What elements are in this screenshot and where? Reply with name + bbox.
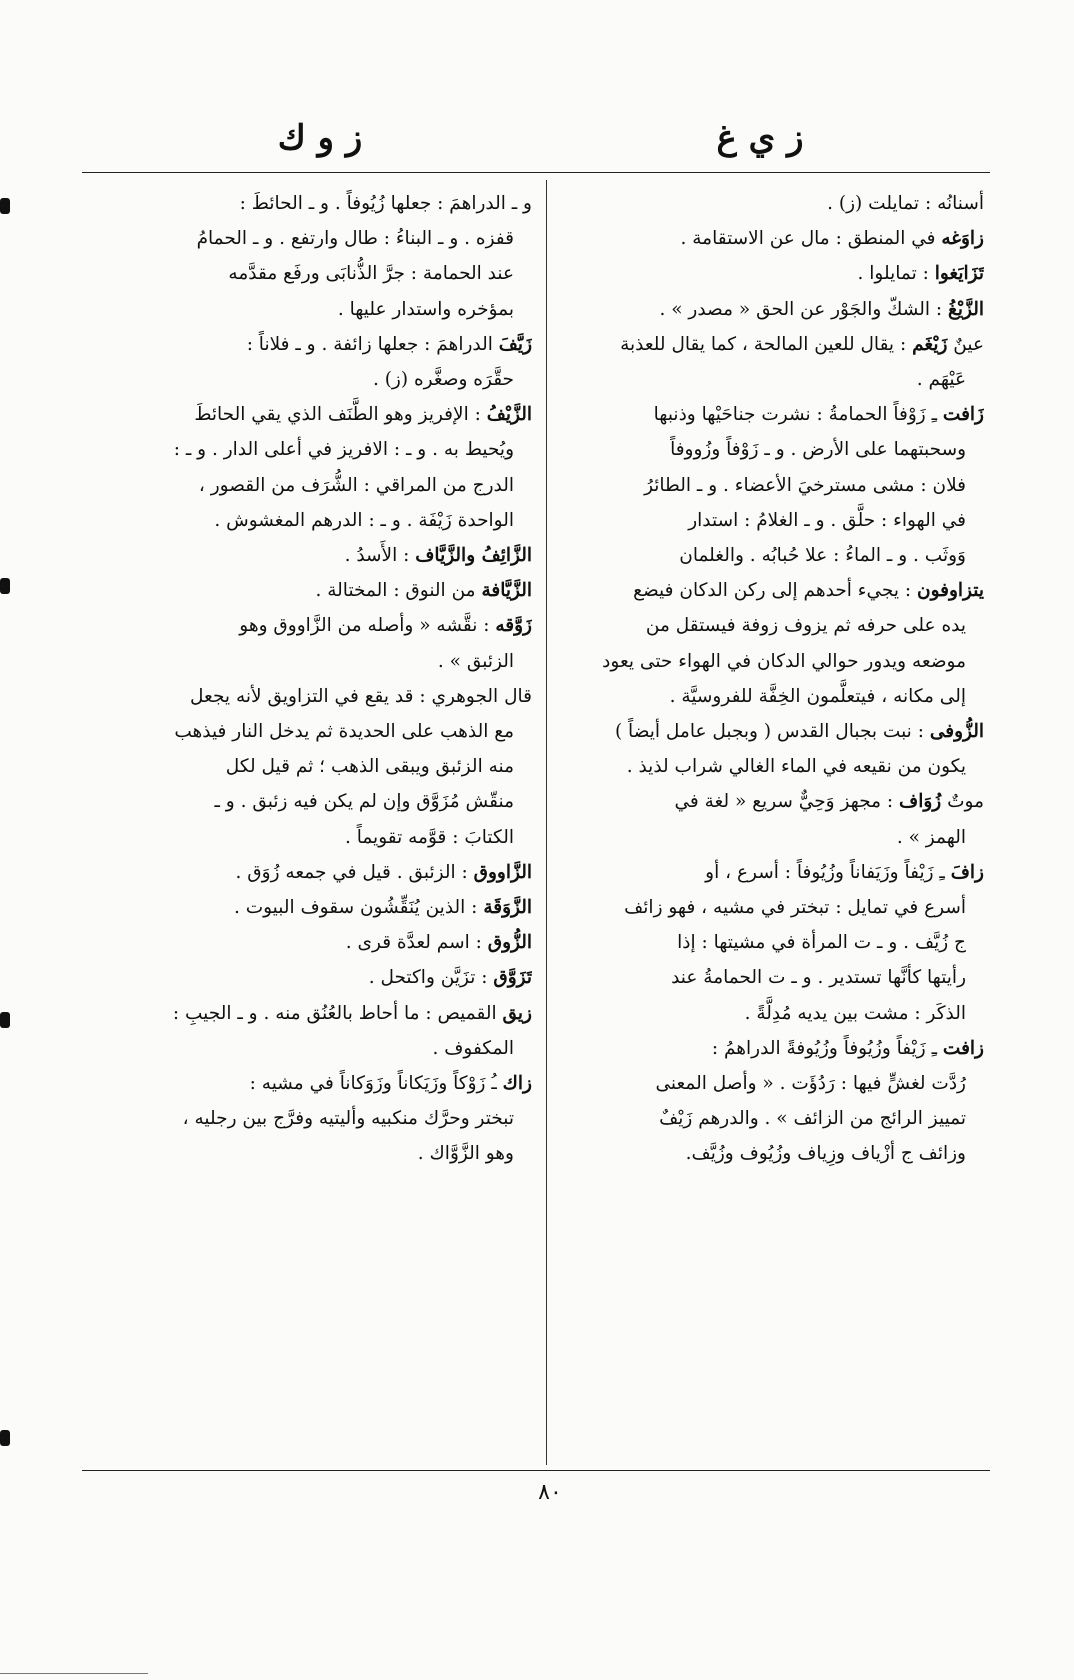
entry-line xyxy=(92,679,532,714)
entry-line xyxy=(552,1136,984,1171)
entry-line xyxy=(92,644,532,679)
entry-line xyxy=(92,468,532,503)
headword: الزُّوفى xyxy=(929,721,984,743)
dictionary-entry xyxy=(92,608,532,678)
entry-text: : الزئبق . قيل في جمعه زُوَق . xyxy=(235,861,474,883)
headword: زاك xyxy=(502,1073,532,1095)
entry-text: ـِ زَوْفاً الحمامةُ : نشرت جناحَيْها وذنبها xyxy=(653,404,943,426)
entry-text: موضعه ويدور حوالي الدكان في الهواء حتى يعود xyxy=(602,650,966,672)
entry-text: الدراهمَ : جعلها زائفة . و ـ فلاناً : xyxy=(246,333,499,355)
entry-line xyxy=(552,503,984,538)
dictionary-entry xyxy=(92,538,532,573)
entry-text: : الأَسدُ . xyxy=(344,545,416,567)
entry-line xyxy=(92,503,532,538)
entry-text: مع الذهب على الحديدة ثم يدخل النار فيذهب xyxy=(174,721,514,743)
entry-line xyxy=(92,186,532,221)
entry-text: : الشكّ والجَوْر عن الحق « مصدر » . xyxy=(659,298,949,320)
entry-text: ويُحيط به . و ـ : الافريز في أعلى الدار . و ـ : xyxy=(173,439,514,461)
entry-text: الزئبق » . xyxy=(437,650,514,672)
entry-text: : يقال للعين المالحة ، كما يقال للعذبة xyxy=(620,333,913,355)
entry-line xyxy=(552,1031,984,1066)
entry-text: الواحدة زَيْفَة . و ـ : الدرهم المغشوش . xyxy=(214,509,514,531)
entry-line xyxy=(92,925,532,960)
entry-text: : تزَيَّن واكتحل . xyxy=(368,967,494,989)
entry-text: فلان : مشى مسترخيَ الأعضاء . و ـ الطائرُ xyxy=(644,474,966,496)
entry-line xyxy=(92,1101,532,1136)
entry-text: : اسم لعدَّة قرى . xyxy=(345,932,488,954)
entry-text: يكون من نقيعه في الماء الغالي شراب لذيذ . xyxy=(626,756,966,778)
headword: زَوَّقه xyxy=(495,615,532,637)
entry-text: ـُ زَوْكاً وزَيَكاناً وزَوَكاناً في مشيه : xyxy=(249,1073,503,1095)
entry-line xyxy=(92,1136,532,1171)
entry-line xyxy=(92,292,532,327)
headword: زاوَغه xyxy=(941,228,984,250)
bottom-rule xyxy=(82,1470,990,1471)
entry-text: : يجيء أحدهم إلى ركن الدكان فيضع xyxy=(633,580,917,602)
dictionary-entry xyxy=(552,256,984,291)
entry-line xyxy=(92,749,532,784)
entry-line xyxy=(552,573,984,608)
entry-text: منه الزئبق ويبقى الذهب ؛ ثم قيل لكل xyxy=(225,756,514,778)
entry-text: وزائف ج أزْياف وزِياف وزُيُوف وزُيَّف. xyxy=(685,1143,966,1165)
entry-text: أسرع في تمايل : تبختر في مشيه ، فهو زائف xyxy=(624,897,966,919)
headword: الزَّائِفُ والزَّيَّاف xyxy=(415,545,532,567)
dictionary-entry xyxy=(552,714,984,784)
entry-text: إلى مكانه ، فيتعلَّمون الخِفَّة للفروسيَّة . xyxy=(669,685,966,707)
entry-line xyxy=(92,1031,532,1066)
entry-text: رُدَّت لغشٍّ فيها : رَدُؤَت . « وأصل المعنى xyxy=(655,1073,966,1095)
bottom-stub-rule xyxy=(0,1673,148,1674)
page-number: ٨٠ xyxy=(538,1480,562,1505)
page-header-left: ز و ك xyxy=(277,118,363,158)
dictionary-entry xyxy=(92,1066,532,1172)
headword: الزَّاووق xyxy=(473,861,532,883)
margin-mark xyxy=(0,1012,10,1028)
dictionary-entry xyxy=(92,996,532,1066)
entry-text: : تمايلوا . xyxy=(857,263,935,285)
entry-text: ـِ زَيْفاً وزَيَفاناً وزُيُوفاً : أسرع ، أو xyxy=(705,861,951,883)
dictionary-entry xyxy=(92,890,532,925)
headword: زَيْغَم xyxy=(912,333,948,355)
dictionary-entry xyxy=(92,855,532,890)
entry-line xyxy=(92,960,532,995)
headword: يتزاوفون xyxy=(917,580,984,602)
headword: الزَّيْفُ xyxy=(486,404,532,426)
dictionary-entry xyxy=(92,397,532,538)
entry-line xyxy=(92,820,532,855)
entry-text: القميص : ما أحاط بالعُنُق منه . و ـ الجيبِ : xyxy=(172,1002,503,1024)
entry-line xyxy=(92,538,532,573)
entry-line xyxy=(552,960,984,995)
entry-line xyxy=(552,362,984,397)
headword: تَزَوَّق xyxy=(493,967,532,989)
entry-text: الهمز » . xyxy=(896,826,966,848)
headword: زَيَّفَ xyxy=(498,333,532,355)
dictionary-entry xyxy=(552,573,984,714)
entry-text: وسحبتهما على الأرض . و ـ زَوْفاً وزُووفاً xyxy=(670,439,966,461)
column-divider xyxy=(546,180,547,1465)
headword: زافَ xyxy=(950,861,984,883)
headword: زيق xyxy=(502,1002,532,1024)
top-rule xyxy=(82,172,990,173)
headword: الزَّوَقَة xyxy=(483,897,532,919)
entry-text: قفزه . و ـ البناءُ : طال وارتفع . و ـ الحمامُ xyxy=(196,228,514,250)
entry-line xyxy=(552,784,984,819)
entry-line xyxy=(552,925,984,960)
entry-line xyxy=(552,855,984,890)
entry-text: : الإفريز وهو الطَّنَف الذي يقي الحائطَ xyxy=(194,404,487,426)
headword: تَزَايَغوا xyxy=(934,263,984,285)
entry-line xyxy=(552,1101,984,1136)
entry-text: : نقَّشه « وأصله من الزَّاووق وهو xyxy=(239,615,496,637)
entry-text: رأيتها كأنَّها تستدير . و ـ ت الحمامةُ عند xyxy=(671,967,966,989)
entry-text: و ـ الدراهمَ : جعلها زُيُوفاً . و ـ الحائطَ : xyxy=(239,193,532,214)
entry-line xyxy=(552,221,984,256)
margin-mark xyxy=(0,1430,10,1446)
left-column xyxy=(92,186,532,1172)
dictionary-entry xyxy=(92,960,532,995)
headword: زُوَاف xyxy=(899,791,942,813)
dictionary-entry xyxy=(552,784,984,854)
headword: زَافت xyxy=(942,404,984,426)
entry-line xyxy=(92,397,532,432)
entry-text: تمييز الرائج من الزائف » . والدرهم زَيْفٌ xyxy=(659,1108,966,1130)
entry-line xyxy=(552,468,984,503)
entry-prefix: عينٌ xyxy=(947,333,984,355)
page-header-right: ز ي غ xyxy=(716,118,804,158)
entry-line xyxy=(92,784,532,819)
entry-text: : الذين يُنَقِّشُون سقوف البيوت . xyxy=(233,897,484,919)
entry-text: ج زُيَّف . و ـ ت المرأة في مشيتها : إذا xyxy=(677,932,966,954)
margin-mark xyxy=(0,198,10,214)
entry-line xyxy=(92,362,532,397)
dictionary-entry xyxy=(552,855,984,1031)
entry-line xyxy=(552,186,984,221)
entry-line xyxy=(552,714,984,749)
entry-text: عَيْهَم . xyxy=(916,369,966,391)
dictionary-entry xyxy=(552,397,984,573)
entry-text: حقَّرَه وصغَّره (ز) . xyxy=(372,369,514,391)
entry-text: منقّش مُزَوَّق وإن لم يكن فيه زئبق . و ـ xyxy=(214,791,514,813)
entry-text: أسنانُه : تمايلت (ز) . xyxy=(827,193,984,214)
dictionary-entry xyxy=(92,679,532,855)
entry-line xyxy=(552,749,984,784)
dictionary-entry xyxy=(92,186,532,327)
entry-text: من النوق : المختالة . xyxy=(315,580,482,602)
entry-line xyxy=(92,256,532,291)
entry-line xyxy=(552,890,984,925)
entry-line xyxy=(92,221,532,256)
entry-line xyxy=(92,432,532,467)
entry-line xyxy=(552,679,984,714)
dictionary-entry xyxy=(552,221,984,256)
margin-mark xyxy=(0,578,10,594)
entry-line xyxy=(552,397,984,432)
entry-line xyxy=(552,292,984,327)
dictionary-entry xyxy=(552,327,984,397)
entry-line xyxy=(552,820,984,855)
entry-text: : مجهز وَحِيٌّ سريع « لغة في xyxy=(674,791,900,813)
entry-text: وهو الزَّوَّاك . xyxy=(417,1143,514,1165)
entry-text: في الهواء : حلَّق . و ـ الغلامُ : استدار xyxy=(688,509,966,531)
entry-line xyxy=(552,432,984,467)
entry-line xyxy=(92,714,532,749)
entry-line xyxy=(92,996,532,1031)
entry-text: يده على حرفه ثم يزوف زوفة فيستقل من xyxy=(645,615,966,637)
entry-text: ـِ زَيْفاً وزُيُوفاً وزُيُوفةً الدراهمُ : xyxy=(711,1037,943,1059)
entry-line xyxy=(92,1066,532,1101)
entry-line xyxy=(92,855,532,890)
dictionary-entry xyxy=(92,573,532,608)
entry-line xyxy=(552,996,984,1031)
headword: الزَّيَّافة xyxy=(481,580,532,602)
entry-line xyxy=(552,644,984,679)
entry-text: عند الحمامة : جرَّ الذُّنابَى ورفَع مقدَّمه xyxy=(228,263,514,285)
entry-line xyxy=(92,573,532,608)
entry-line xyxy=(92,327,532,362)
entry-line xyxy=(552,608,984,643)
entry-line xyxy=(552,327,984,362)
entry-prefix: موتٌ xyxy=(941,791,984,813)
entry-text: : نبت بجبال القدس ( وبجبل عامل أيضاً ) xyxy=(614,721,930,743)
entry-text: الدرج من المراقي : الشُّرَف من القصور ، xyxy=(198,474,514,496)
headword: زافت xyxy=(942,1037,984,1059)
dictionary-entry xyxy=(552,1031,984,1172)
dictionary-entry xyxy=(92,327,532,397)
entry-text: قال الجوهري : قد يقع في التزاويق لأنه يجعل xyxy=(190,685,532,707)
entry-line xyxy=(552,1066,984,1101)
headword: الزَّيْغُ xyxy=(948,298,984,320)
dictionary-entry xyxy=(92,925,532,960)
dictionary-entry xyxy=(552,292,984,327)
entry-text: المكفوف . xyxy=(432,1037,514,1059)
entry-text: تبختر وحرَّك منكبيه وأليتيه وفرَّج بين رجليه ، xyxy=(182,1108,514,1130)
entry-line xyxy=(92,890,532,925)
entry-line xyxy=(552,538,984,573)
headword: الزُّوق xyxy=(487,932,532,954)
entry-line xyxy=(552,256,984,291)
dictionary-entry xyxy=(552,186,984,221)
entry-text: في المنطق : مال عن الاستقامة . xyxy=(680,228,942,250)
entry-text: الذكَر : مشت بين يديه مُدِلَّةً . xyxy=(744,1002,966,1024)
entry-text: الكتابَ : قوَّمه تقويماً . xyxy=(344,826,514,848)
entry-text: وَوثَب . و ـ الماءُ : علا حُبابُه . والغلمان xyxy=(679,545,966,567)
entry-line xyxy=(92,608,532,643)
right-column xyxy=(552,186,984,1172)
entry-text: بمؤخره واستدار عليها . xyxy=(337,298,514,320)
